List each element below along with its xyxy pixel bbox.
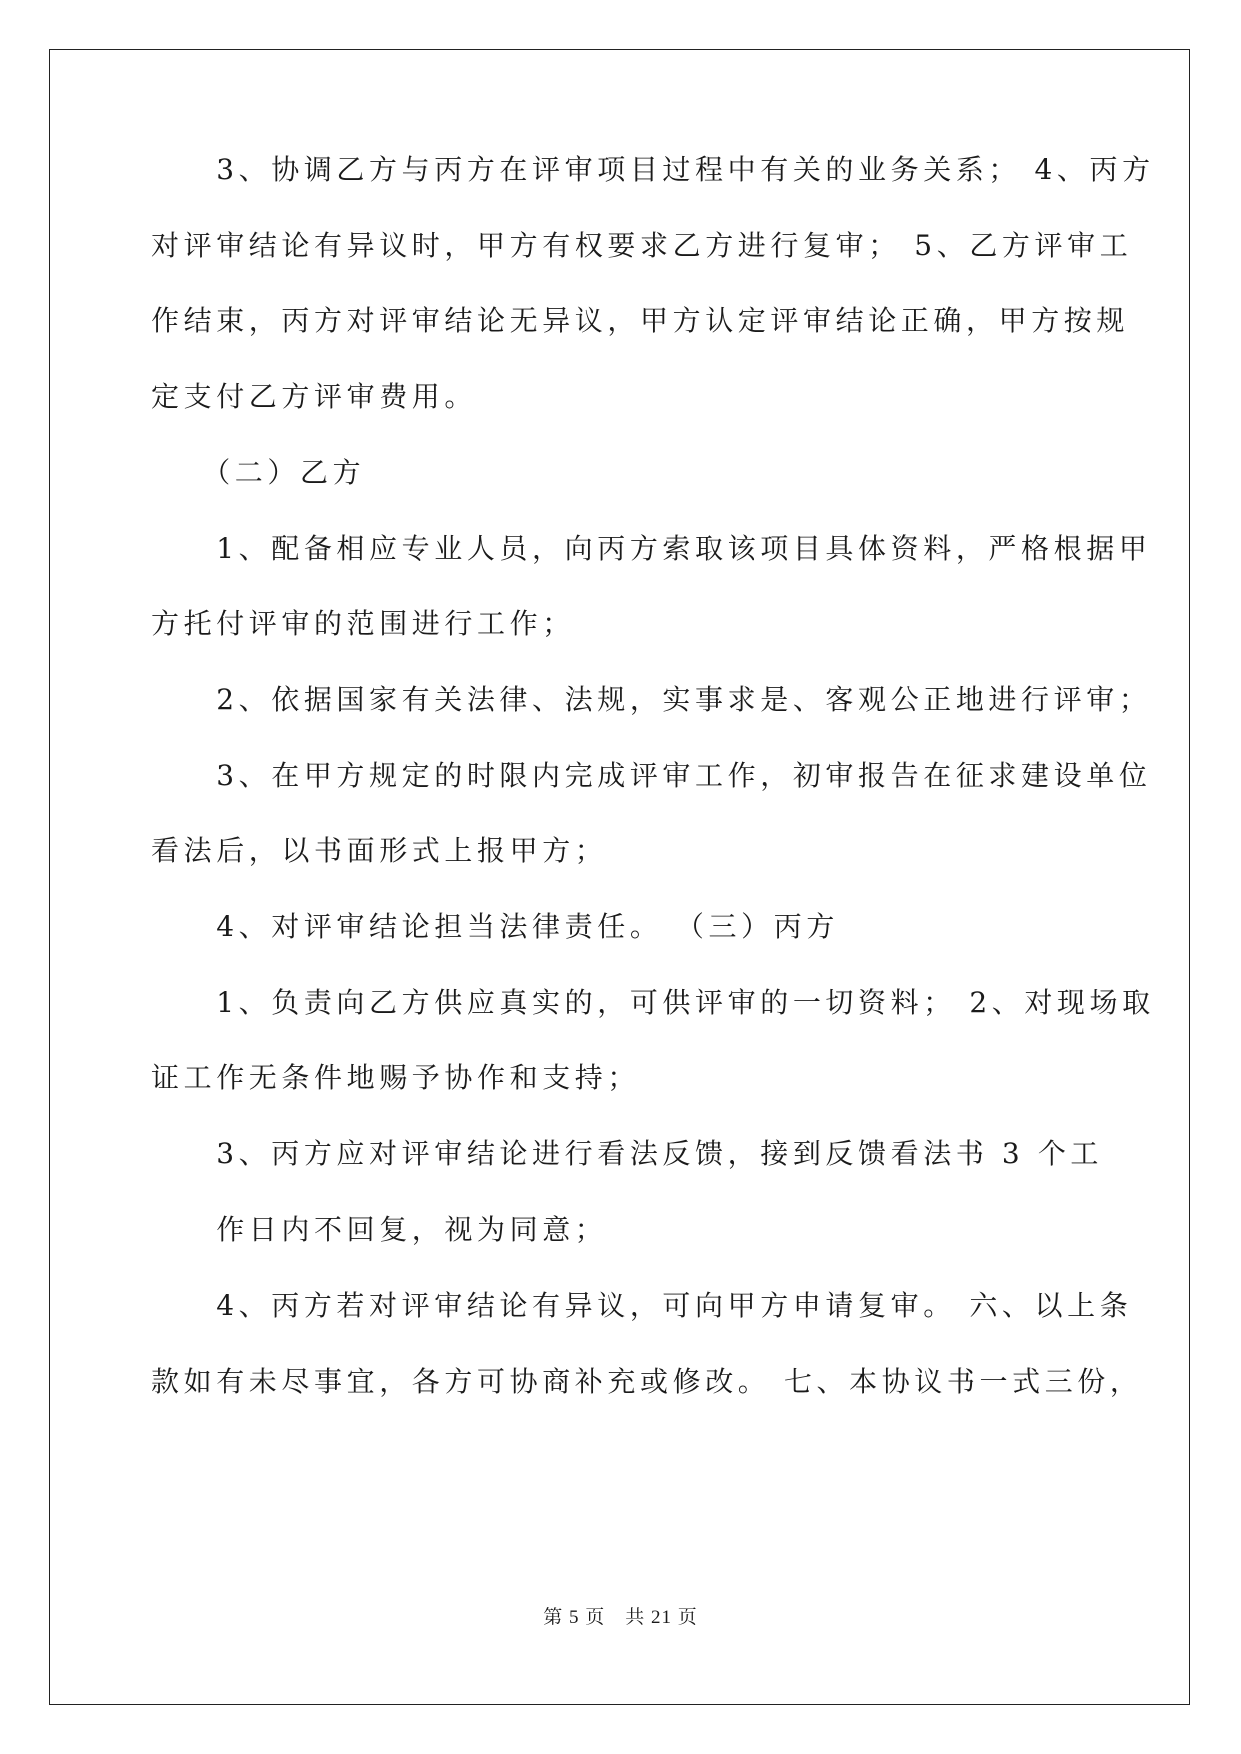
body-line: 定支付乙方评审费用。 xyxy=(151,380,478,413)
page-border xyxy=(49,49,1190,1705)
section-heading: （二）乙方 xyxy=(151,456,366,489)
body-line: 1、配备相应专业人员，向丙方索取该项目具体资料，严格根据甲 xyxy=(151,532,1152,565)
body-line: 款如有未尽事宜，各方可协商补充或修改。 七、本协议书一式三份， xyxy=(151,1365,1143,1398)
body-line: 作日内不回复，视为同意； xyxy=(151,1213,608,1246)
page-number-footer: 第 5 页 共 21 页 xyxy=(543,1607,698,1628)
body-line: 3、在甲方规定的时限内完成评审工作，初审报告在征求建设单位 xyxy=(151,759,1152,792)
body-line: 对评审结论有异议时，甲方有权要求乙方进行复审； 5、乙方评审工 xyxy=(151,229,1133,262)
body-line: 1、负责向乙方供应真实的，可供评审的一切资料； 2、对现场取 xyxy=(151,986,1155,1019)
body-line: 看法后，以书面形式上报甲方； xyxy=(151,834,608,867)
body-line: 2、依据国家有关法律、法规，实事求是、客观公正地进行评审； xyxy=(151,683,1152,716)
body-line: 3、协调乙方与丙方在评审项目过程中有关的业务关系； 4、丙方 xyxy=(151,153,1155,186)
body-line: 方托付评审的范围进行工作； xyxy=(151,607,575,640)
body-line: 作结束，丙方对评审结论无异议，甲方认定评审结论正确，甲方按规 xyxy=(151,304,1130,337)
body-line: 证工作无条件地赐予协作和支持； xyxy=(151,1061,641,1094)
body-line: 3、丙方应对评审结论进行看法反馈，接到反馈看法书 3 个工 xyxy=(151,1137,1104,1170)
body-line: 4、丙方若对评审结论有异议，可向甲方申请复审。 六、以上条 xyxy=(151,1289,1133,1322)
body-line: 4、对评审结论担当法律责任。 （三）丙方 xyxy=(151,910,839,943)
